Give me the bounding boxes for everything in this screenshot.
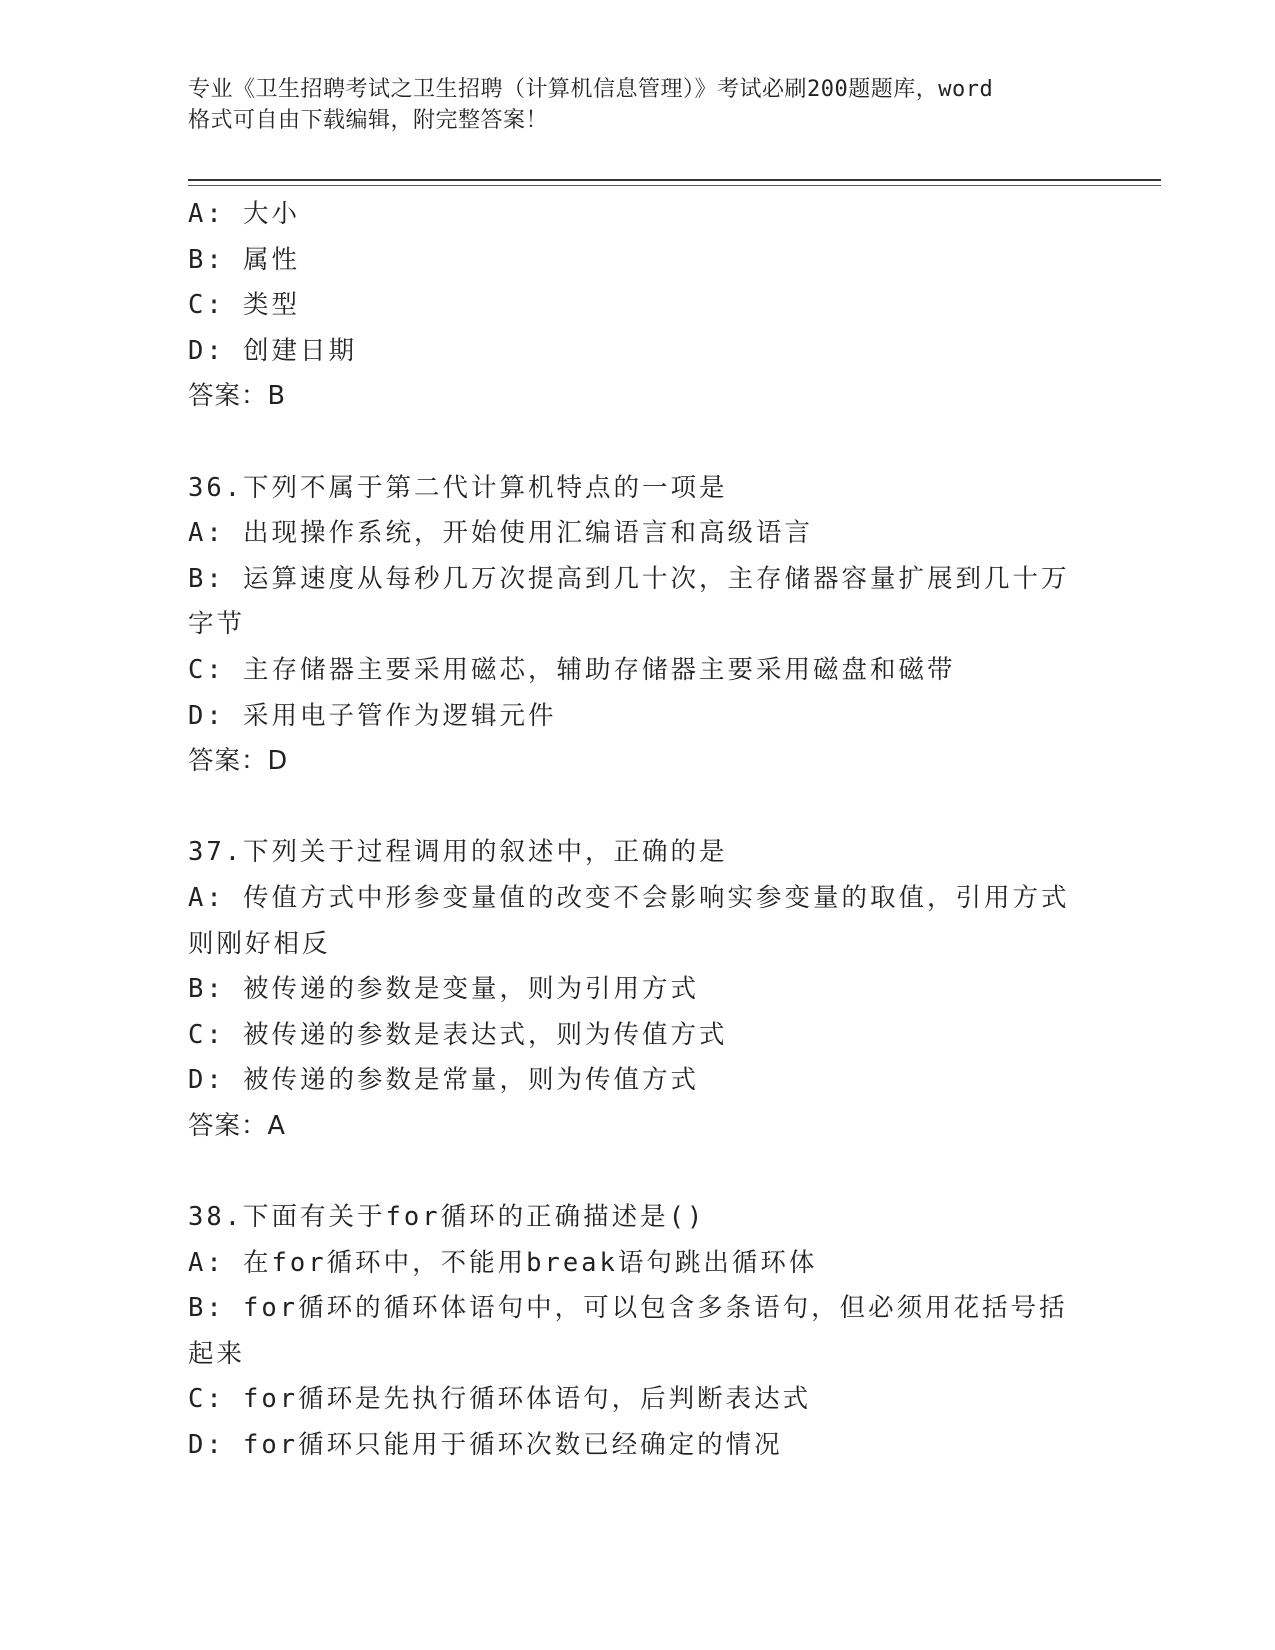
answer-line: 答案：A bbox=[188, 1110, 286, 1141]
option-b: B: 属性 bbox=[188, 244, 301, 275]
option-b-continuation: 字节 bbox=[188, 609, 246, 640]
question-spacer bbox=[188, 1149, 1088, 1195]
option-a-continuation: 则刚好相反 bbox=[188, 928, 331, 959]
question-stem: 36.下列不属于第二代计算机特点的一项是 bbox=[188, 472, 728, 503]
option-b: B: 被传递的参数是变量，则为引用方式 bbox=[188, 974, 700, 1005]
option-a: A: 出现操作系统，开始使用汇编语言和高级语言 bbox=[188, 518, 814, 549]
question-stem: 38.下面有关于for循环的正确描述是() bbox=[188, 1202, 706, 1233]
question-35-partial bbox=[188, 192, 1088, 420]
header-title-line-2: 格式可自由下载编辑，附完整答案！ bbox=[188, 108, 549, 133]
header-rule-thick bbox=[188, 179, 1161, 181]
option-d: D: for循环只能用于循环次数已经确定的情况 bbox=[188, 1430, 783, 1461]
option-c: C: 被传递的参数是表达式，则为传值方式 bbox=[188, 1019, 728, 1050]
header-title-line-1: 专业《卫生招聘考试之卫生招聘（计算机信息管理）》考试必刷200题题库，word bbox=[188, 77, 994, 102]
option-a: A: 传值方式中形参变量值的改变不会影响实参变量的取值，引用方式 bbox=[188, 882, 1070, 913]
document-header bbox=[188, 74, 1088, 136]
question-36 bbox=[188, 466, 1088, 785]
option-c: C: for循环是先执行循环体语句，后判断表达式 bbox=[188, 1384, 812, 1415]
option-a: A: 在for循环中，不能用break语句跳出循环体 bbox=[188, 1247, 818, 1278]
option-d: D: 被传递的参数是常量，则为传值方式 bbox=[188, 1065, 700, 1096]
option-b: B: 运算速度从每秒几万次提高到几十次，主存储器容量扩展到几十万 bbox=[188, 563, 1070, 594]
option-c: C: 主存储器主要采用磁芯，辅助存储器主要采用磁盘和磁带 bbox=[188, 654, 956, 685]
header-rule-thin bbox=[188, 185, 1161, 186]
question-spacer bbox=[188, 420, 1088, 466]
option-c: C: 类型 bbox=[188, 290, 301, 321]
option-d: D: 创建日期 bbox=[188, 335, 358, 366]
question-stem: 37.下列关于过程调用的叙述中，正确的是 bbox=[188, 837, 728, 868]
option-d: D: 采用电子管作为逻辑元件 bbox=[188, 700, 557, 731]
question-38 bbox=[188, 1195, 1088, 1469]
option-b-continuation: 起来 bbox=[188, 1338, 246, 1369]
answer-line: 答案：D bbox=[188, 746, 289, 777]
option-a: A: 大小 bbox=[188, 199, 301, 229]
question-list bbox=[188, 192, 1088, 1469]
answer-line: 答案：B bbox=[188, 381, 286, 412]
question-37 bbox=[188, 830, 1088, 1149]
question-spacer bbox=[188, 785, 1088, 831]
option-b: B: for循环的循环体语句中，可以包含多条语句，但必须用花括号括 bbox=[188, 1293, 1068, 1324]
